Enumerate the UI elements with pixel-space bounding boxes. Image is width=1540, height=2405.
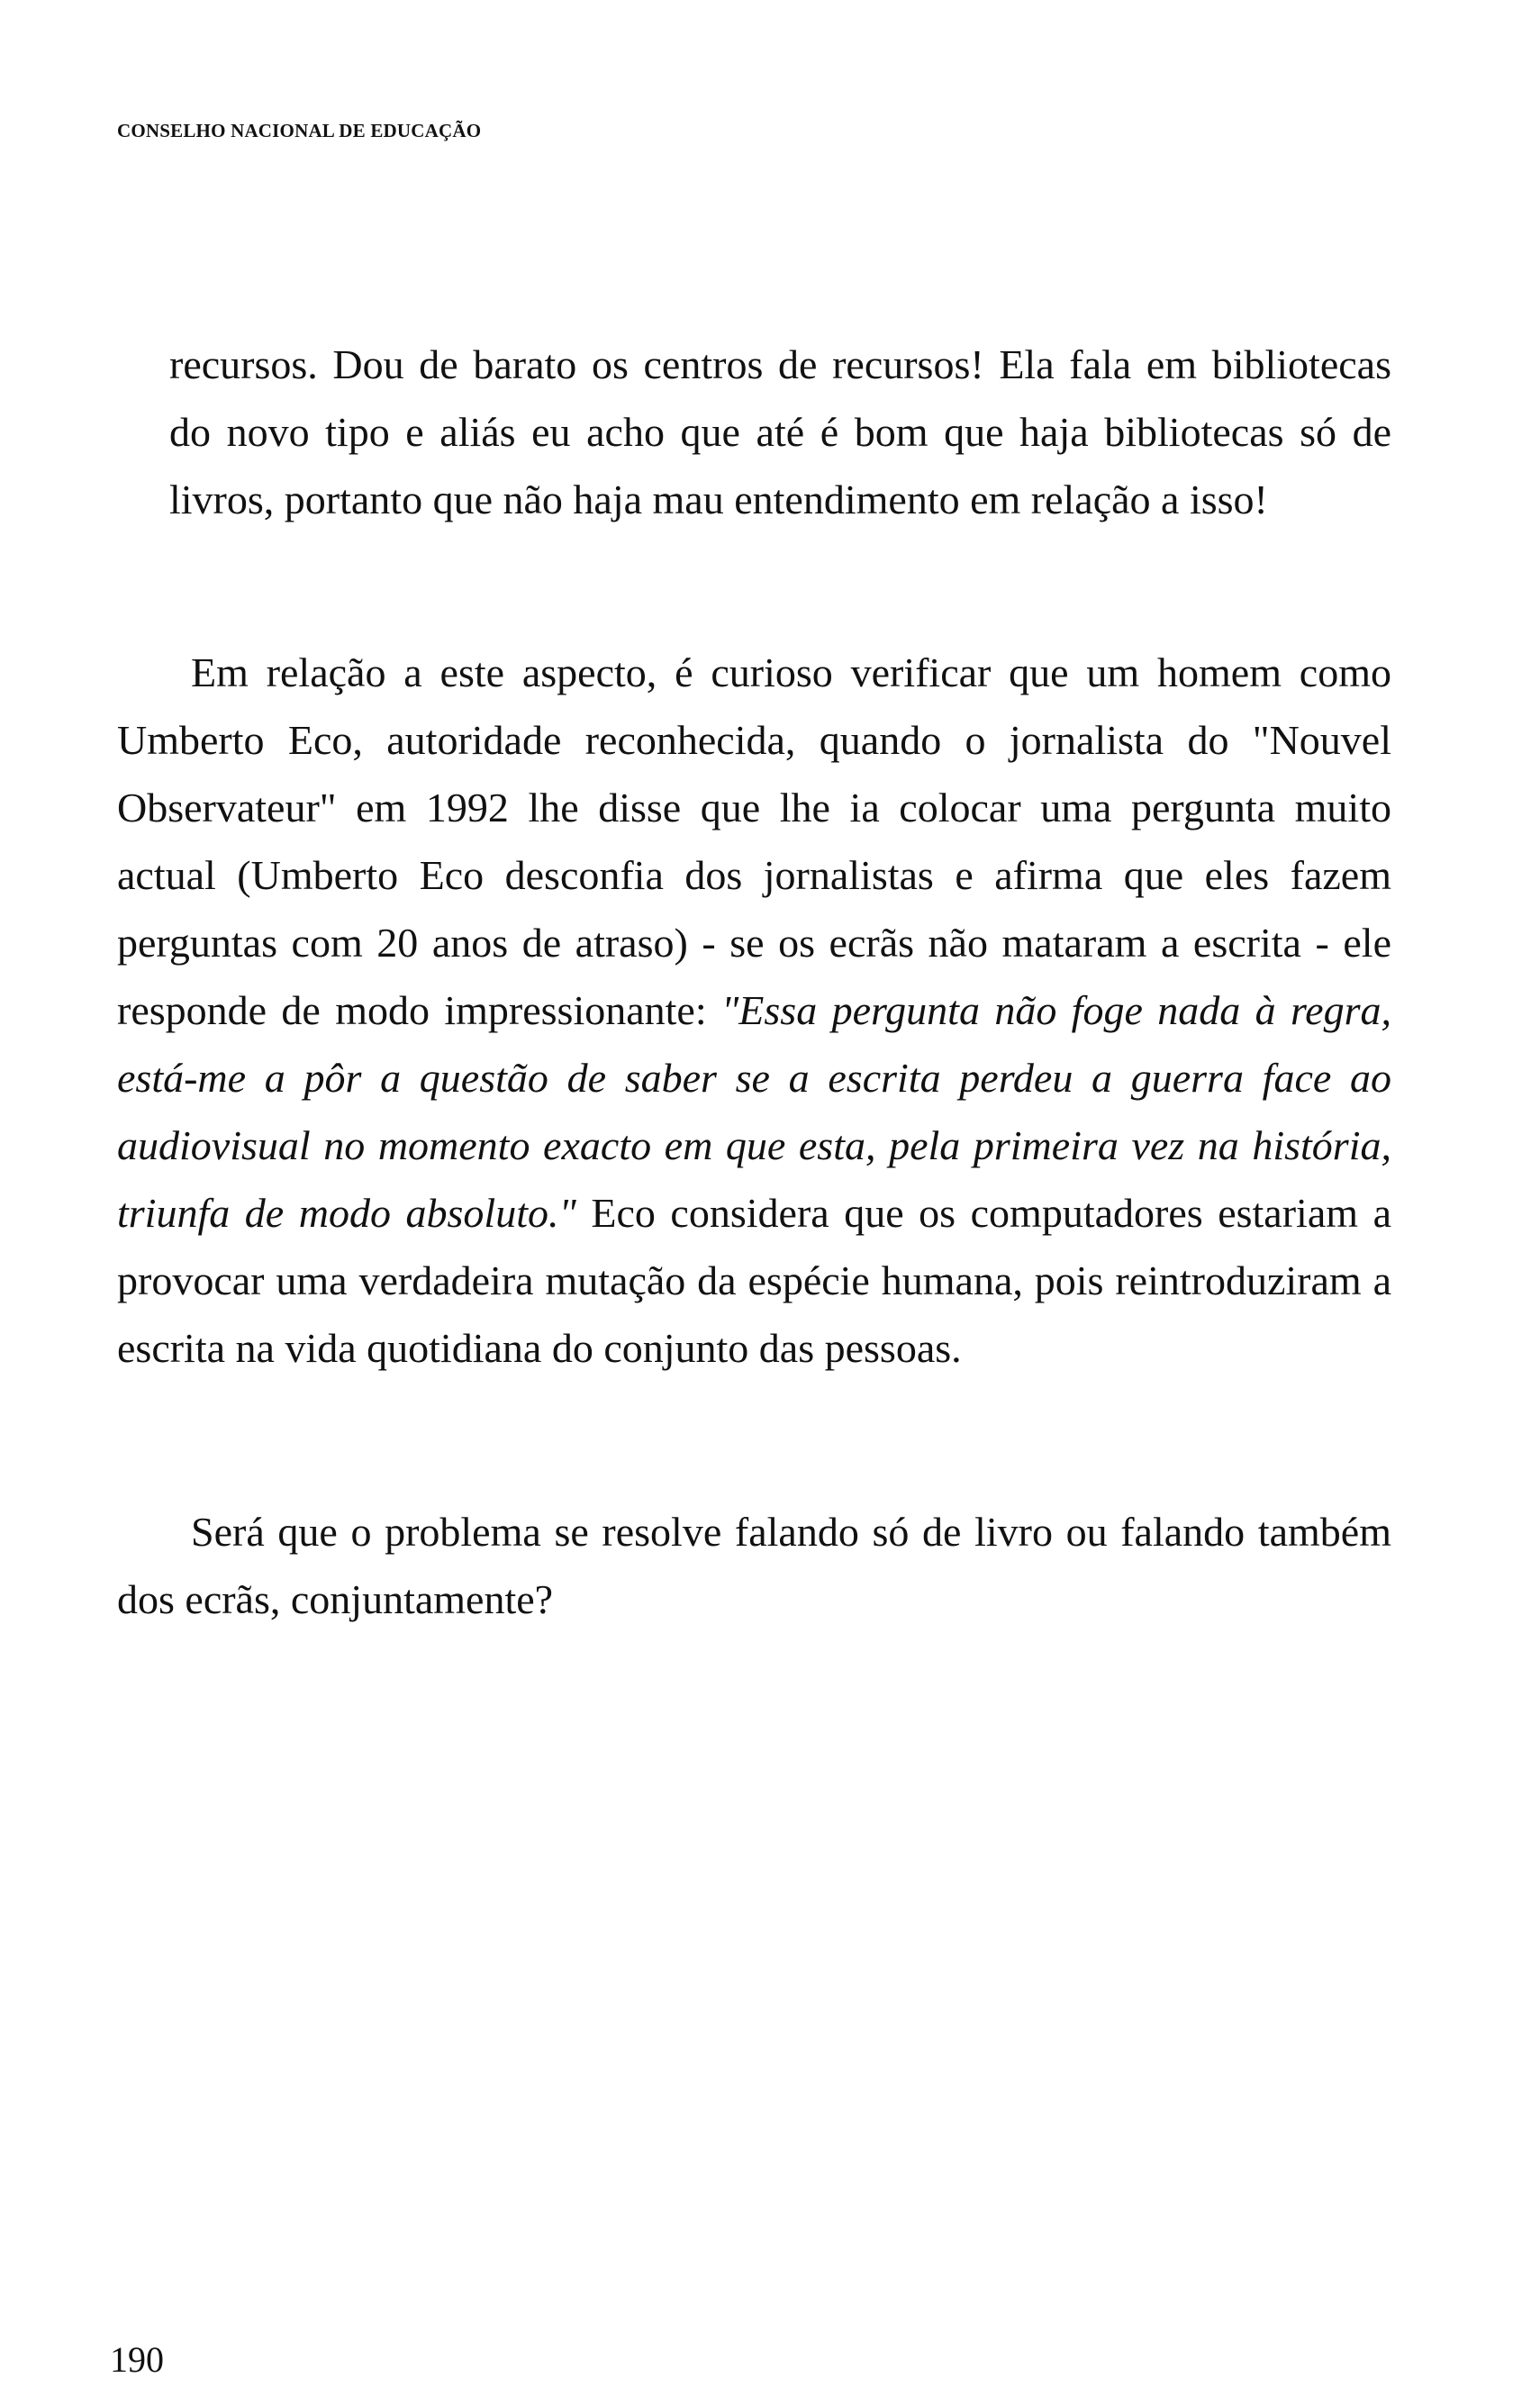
page-number: 190 [110,2339,164,2380]
paragraph-tail-text: Eco considera que os computadores estariam a provocar uma verdadeira mutação da espécie humana, pois reintroduziram a escrita na vida quotidiana do conjunto das pessoas. [117,1190,1391,1371]
paragraph-question: Será que o problema se resolve falando só de livro ou falando também dos ecrãs, conjuntamente? [117,1509,1391,1622]
running-header: CONSELHO NACIONAL DE EDUCAÇÃO [117,120,482,141]
paragraph-continuation: recursos. Dou de barato os centros de recursos! Ela fala em bibliotecas do novo tipo e aliás eu acho que até é bom que haja bibliotecas só de livros, portanto que não haja mau entendimento em relação a isso! [169,341,1391,522]
paragraph-lead-text: Em relação a este aspecto, é curioso verificar que um homem como Umberto Eco, autoridade reconhecida, quando o jornalista do "Nouvel Observateur" em 1992 lhe disse que lhe ia colocar uma pergunta muito actual (Umberto Eco desconfia dos jornalistas e afirma que eles fazem perguntas com 20 anos de atraso) - se os ecrãs não mataram a escrita - ele responde de modo impressionante: [117,649,1391,1033]
paragraph-umberto-eco [117,639,1391,1382]
eco-quotation: "Essa pergunta não foge nada à regra, está-me a pôr a questão de saber se a escrita perdeu a guerra face ao audiovisual no momento exacto em que esta, pela primeira vez na história, triunfa de modo absoluto." [117,987,1391,1236]
